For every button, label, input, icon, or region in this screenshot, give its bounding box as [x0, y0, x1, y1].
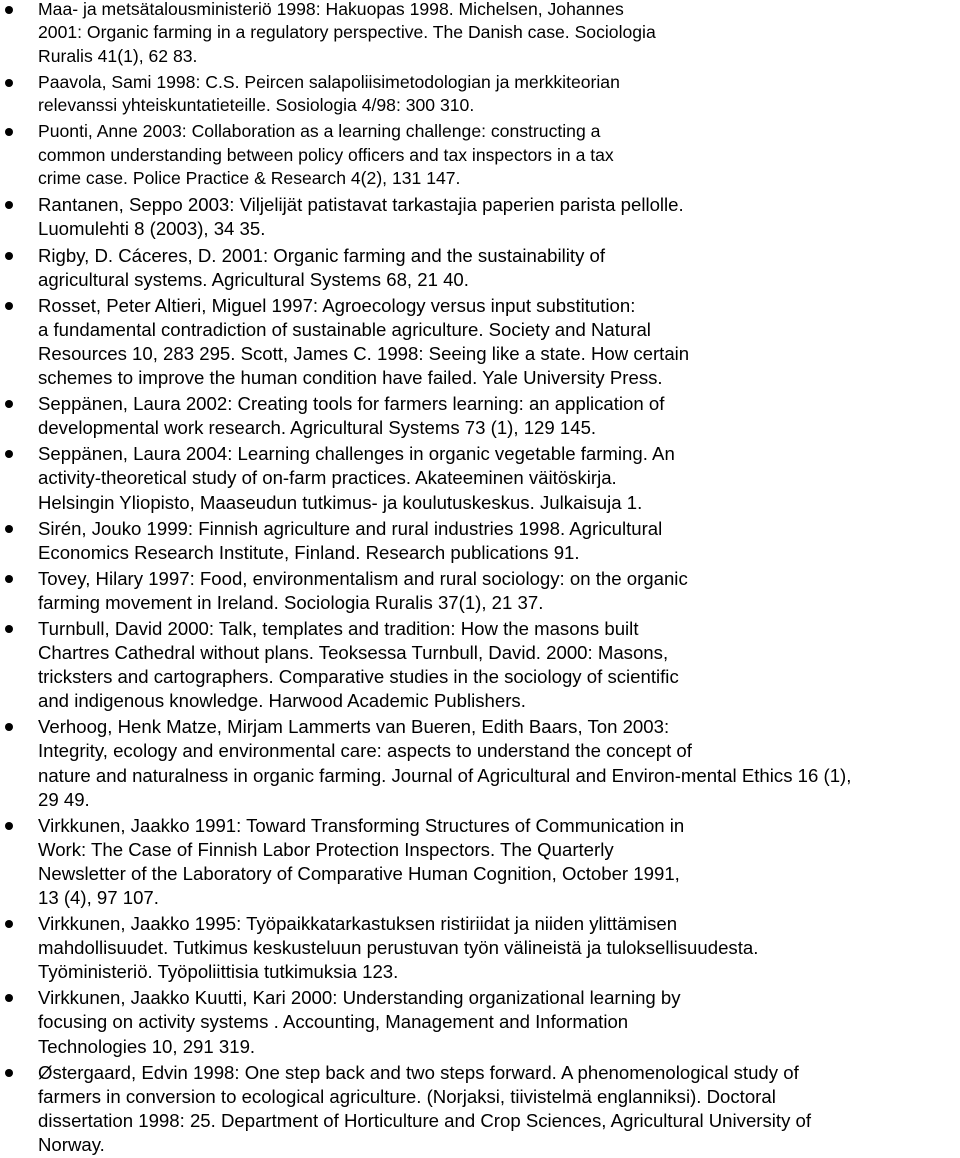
reference-item: Turnbull, David 2000: Talk, templates and tradition: How the masons built Chartres Cathedral without plans. Teoksessa Turnbull, David. 2000: Masons, tricksters and cartographers. Comparative studies in the sociology of scientific and indigenous knowledge. Harwood Academic Publishers.: [0, 617, 960, 713]
reference-item: Sirén, Jouko 1999: Finnish agriculture and rural industries 1998. Agricultural Economics Research Institute, Finland. Research publications 91.: [0, 517, 960, 565]
reference-item: Verhoog, Henk Matze, Mirjam Lammerts van Bueren, Edith Baars, Ton 2003: Integrity, ecology and environmental care: aspects to understand the concept of nature and naturalness in organic farming. Journal of Agricultural and Environ-mental Ethics 16 (1), 29 49.: [0, 715, 960, 811]
reference-item: Virkkunen, Jaakko 1991: Toward Transforming Structures of Communication in Work: The Case of Finnish Labor Protection Inspectors. The Quarterly Newsletter of the Laboratory of Comparative Human Cognition, October 1991, 13 (4), 97 107.: [0, 814, 960, 910]
reference-item: Virkkunen, Jaakko Kuutti, Kari 2000: Understanding organizational learning by focusing on activity systems . Accounting, Management and Information Technologies 10, 291 319.: [0, 986, 960, 1058]
reference-item: Virkkunen, Jaakko 1995: Työpaikkatarkastuksen ristiriidat ja niiden ylittämisen mahdollisuudet. Tutkimus keskusteluun perustuvan työn välineistä ja tuloksellisuudesta. Työministeriö. Työpoliittisia tutkimuksia 123.: [0, 912, 960, 984]
reference-item: Puonti, Anne 2003: Collaboration as a learning challenge: constructing a common understanding between policy officers and tax inspectors in a tax crime case. Police Practice & Research 4(2), 131 147.: [0, 120, 960, 190]
reference-item: Paavola, Sami 1998: C.S. Peircen salapoliisimetodologian ja merkkiteorian relevanssi yhteiskuntatieteille. Sosiologia 4/98: 300 310.: [0, 71, 960, 118]
reference-item: Rantanen, Seppo 2003: Viljelijät patistavat tarkastajia paperien parista pellolle. Luomulehti 8 (2003), 34 35.: [0, 193, 960, 241]
reference-item: Maa- ja metsätalousministeriö 1998: Hakuopas 1998. Michelsen, Johannes 2001: Organic farming in a regulatory perspective. The Danish case. Sociologia Ruralis 41(1), 62 83.: [0, 0, 960, 68]
reference-item: Østergaard, Edvin 1998: One step back and two steps forward. A phenomenological study of farmers in conversion to ecological agriculture. (Norjaksi, tiivistelmä englanniksi). Doctoral dissertation 1998: 25. Department of Horticulture and Crop Sciences, Agricultural University of Norway.: [0, 1061, 960, 1157]
reference-item: Rigby, D. Cáceres, D. 2001: Organic farming and the sustainability of agricultural systems. Agricultural Systems 68, 21 40.: [0, 244, 960, 292]
reference-item: Rosset, Peter Altieri, Miguel 1997: Agroecology versus input substitution: a fundamental contradiction of sustainable agriculture. Society and Natural Resources 10, 283 295. Scott, James C. 1998: Seeing like a state. How certain schemes to improve the human condition have failed. Yale University Press.: [0, 294, 960, 390]
reference-item: Seppänen, Laura 2004: Learning challenges in organic vegetable farming. An activity-theoretical study of on-farm practices. Akateeminen väitöskirja. Helsingin Yliopisto, Maaseudun tutkimus- ja koulutuskeskus. Julkaisuja 1.: [0, 442, 960, 514]
reference-item: Tovey, Hilary 1997: Food, environmentalism and rural sociology: on the organic farming movement in Ireland. Sociologia Ruralis 37(1), 21 37.: [0, 567, 960, 615]
reference-item: Seppänen, Laura 2002: Creating tools for farmers learning: an application of developmental work research. Agricultural Systems 73 (1), 129 145.: [0, 392, 960, 440]
